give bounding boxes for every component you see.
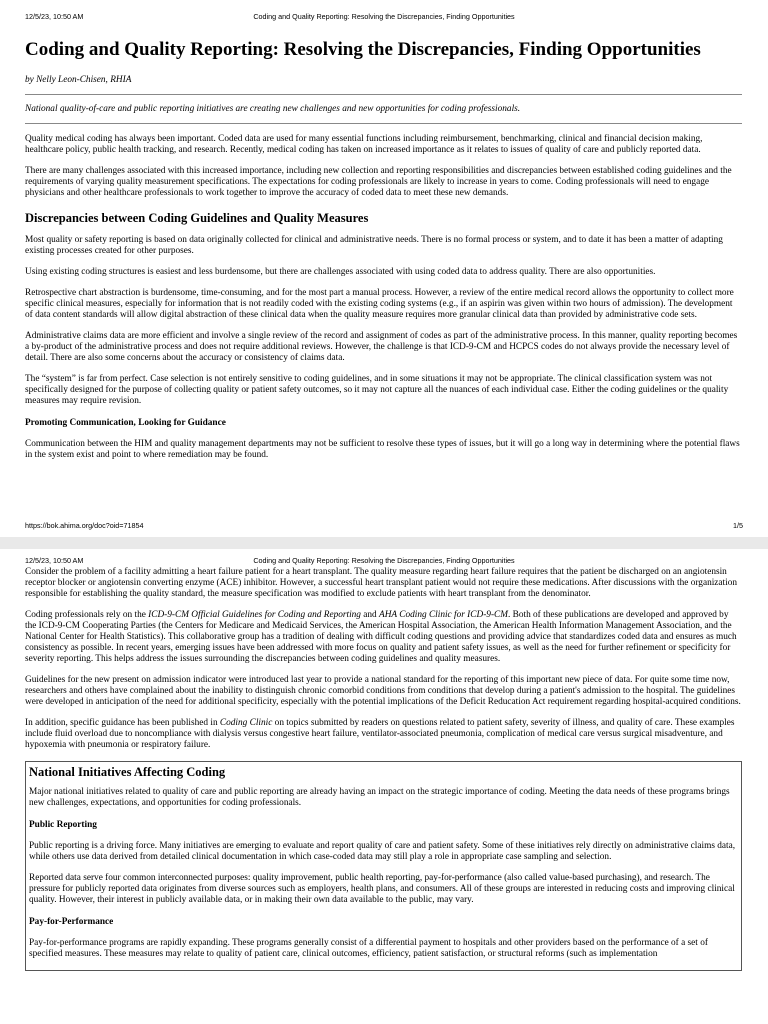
paragraph: Administrative claims data are more efficient and involve a single review of the record and assignment of codes as part of the administrative process. In this manner, quality reporting becomes a by-product of the administrative process and does not require additional reviews. However, the challenge is that ICD-9-CM and HCPCS codes do not always provide the necessary level of detail. There are also some concerns about the accuracy or consistency of claims data. xyxy=(25,331,738,363)
publication-title: ICD-9-CM Official Guidelines for Coding and Reporting xyxy=(148,610,361,620)
text-run: . Both of these publications are developed and approved by the ICD-9-CM Cooperating Parties (the Centers for Medicare and Medicaid Services, the American Hospital Association, the American Health Information Management Association, and the National Center for Health Statistics). This collaborative group has a tradition of dealing with difficult coding questions and providing advice that standardizes coded data and ensures as much consistency as possible. In recent years, emerging issues have been addressed with more focus on quality and patient safety issues, as well as the need for further refinement or specificity for severity reporting. This helps address the issues surrounding the discrepancies between coding guidelines and quality measures. xyxy=(25,610,737,664)
text-run: Coding professionals rely on the xyxy=(25,610,149,620)
paragraph: There are many challenges associated with this increased importance, including new collection and reporting responsibilities and discrepancies between established coding guidelines and the requirements of varying quality measurement specifications. The expectations for coding professionals are likely to increase in years to come. Coding professionals will need to engage physicians and other healthcare professionals to work together to improve the accuracy of coded data to meet these new demands. xyxy=(25,166,732,198)
article-content-continued xyxy=(25,567,742,971)
paragraph: Retrospective chart abstraction is burdensome, time-consuming, and for the most part a manual process. However, a review of the entire medical record allows the opportunity to collect more specific clinical measures, especially for information that is not readily coded with the existing coding systems (e.g., if an aspirin was given within two hours of admission). The development of data content standards will allow digital abstraction of these clinical data when the quality measure requires more granular clinical data than provided by administrative code sets. xyxy=(25,288,734,320)
paragraph: Consider the problem of a facility admitting a heart failure patient for a heart transplant. The quality measure regarding heart failure requires that the patient be discharged on an angiotensin receptor blocker or angiotensin converting enzyme (ACE) inhibitor. However, a successful heart transplant patient would not require these medications. After discussions with the organization responsible for establishing the quality standard, the measure specification was modified to exclude patients with heart transplant from the denominator. xyxy=(25,567,738,599)
publication-title: Coding Clinic xyxy=(219,718,273,728)
section-heading-discrepancies: Discrepancies between Coding Guidelines and Quality Measures xyxy=(25,211,369,225)
paragraph: Guidelines for the new present on admission indicator were introduced last year to provide a national standard for the reporting of this important new piece of data. For quite some time now, researchers and others have complained about the inability to distinguish chronic comorbid conditions from conditions that develop during a patient's admission to the hospital. The guidelines were developed in anticipation of the need for additional specificity, especially with the potential implications of the Deficit Reducation Act requirement regarding hospital-acquired conditions. xyxy=(25,675,741,707)
paragraph: Major national initiatives related to quality of care and public reporting are already having an impact on the strategic importance of coding. Meeting the data needs of these programs brings new challenges, expectations, and opportunities for coding professionals. xyxy=(29,787,730,808)
paragraph: Pay-for-performance programs are rapidly expanding. These programs generally consist of a differential payment to hospitals and other providers based on the performance of a set of specified measures. These measures may relate to quality of patient care, clinical outcomes, efficiency, patient satisfaction, or structural reforms (such as implementation xyxy=(29,938,708,959)
print-datetime: 12/5/23, 10:50 AM xyxy=(25,556,84,565)
paragraph xyxy=(25,610,742,665)
text-run: and xyxy=(360,610,380,620)
sidebar-box-national-initiatives xyxy=(25,761,742,971)
subheading-promoting-communication: Promoting Communication, Looking for Guidance xyxy=(25,418,226,428)
page-2 xyxy=(0,549,768,1024)
publication-title: AHA Coding Clinic for ICD-9-CM xyxy=(379,610,508,620)
paragraph: The “system” is far from perfect. Case selection is not entirely sensitive to coding guidelines, and in some situations it may not be appropriate. The clinical classification system was not specifically designed for the purpose of collecting quality or patient safety outcomes, so it may not capture all the nuances of each individual case. Either the coding guidelines or the quality measures may require revision. xyxy=(25,374,729,406)
article-author: by Nelly Leon-Chisen, RHIA xyxy=(25,75,132,85)
article-title: Coding and Quality Reporting: Resolving the Discrepancies, Finding Opportunities xyxy=(25,39,701,60)
text-run: on topics submitted by readers on questions related to patient safety, severity of illness, and quality of care. These examples include fluid overload due to noncompliance with dialysis versus congestive heart failure, ventilator-associated pneumonia, complication of medical care versus surgical misadventure, and hypoxemia with pneumonia or respiratory failure. xyxy=(25,718,735,750)
divider xyxy=(25,94,742,95)
paragraph: Most quality or safety reporting is based on data originally collected for clinical and administrative needs. There is no formal process or system, and to date it has been a matter of adapting existing processes created for other purposes. xyxy=(25,235,723,256)
paragraph: Quality medical coding has always been important. Coded data are used for many essential functions including reimbursement, benchmarking, clinical and financial decision making, healthcare policy, public health tracking, and research. Recently, medical coding has taken on increased importance as it relates to issues of quality of care and publicly reported data. xyxy=(25,134,703,155)
sidebar-title: National Initiatives Affecting Coding xyxy=(29,765,226,779)
paragraph: Using existing coding structures is easiest and less burdensome, but there are challenges associated with using coded data to address quality. There are also opportunities. xyxy=(25,267,656,277)
print-title: Coding and Quality Reporting: Resolving the Discrepancies, Finding Opportunities xyxy=(253,12,515,21)
article-lead: National quality-of-care and public reporting initiatives are creating new challenges and new opportunities for coding professionals. xyxy=(25,104,521,114)
paragraph: Communication between the HIM and quality management departments may not be sufficient to resolve these types of issues, but it will go a long way in determining where the potential flaws in the system exist and point to where remediation may be found. xyxy=(25,439,740,460)
print-header xyxy=(25,12,743,24)
page-number: 1/5 xyxy=(733,521,743,530)
subheading-pay-for-performance: Pay-for-Performance xyxy=(29,917,114,927)
print-datetime: 12/5/23, 10:50 AM xyxy=(25,12,84,21)
divider xyxy=(25,123,742,124)
print-title: Coding and Quality Reporting: Resolving the Discrepancies, Finding Opportunities xyxy=(253,556,515,565)
paragraph: Reported data serve four common interconnected purposes: quality improvement, public health reporting, pay-for-performance (also called value-based purchasing), and research. The pressure for publicly reported data originates from diverse sources such as employers, health plans, and consumers. All of these groups are interested in reducing costs and improving clinical quality. However, their interest in publicly available data, or in making their own data available to the public, may vary. xyxy=(29,873,735,905)
paragraph xyxy=(25,718,742,751)
text-run: In addition, specific guidance has been published in xyxy=(25,718,220,728)
paragraph: Public reporting is a driving force. Many initiatives are emerging to evaluate and report quality of care and patient safety. Some of these initiatives rely directly on administrative claims data, while others use data derived from detailed clinical documentation in which case-coded data may still play a role in appropriate case sampling and selection. xyxy=(29,841,736,862)
subheading-public-reporting: Public Reporting xyxy=(29,820,97,830)
print-url: https://bok.ahima.org/doc?oid=71854 xyxy=(25,521,144,530)
article-content xyxy=(25,38,742,471)
